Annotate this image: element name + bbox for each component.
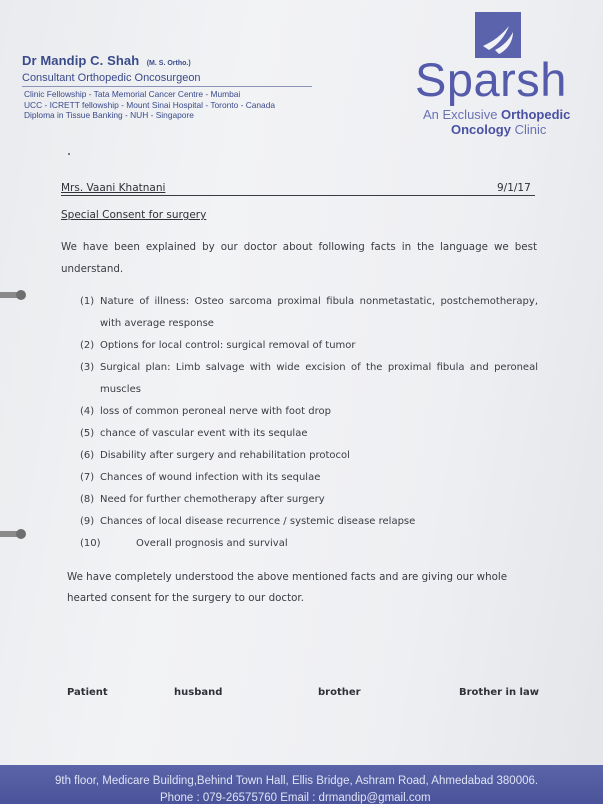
list-item: [80, 445, 538, 467]
list-item: [80, 511, 538, 533]
fellowship-list: [24, 89, 275, 121]
fellowship-line: Diploma in Tissue Banking - NUH - Singapore: [24, 110, 194, 120]
patient-name: Mrs. Vaani Khatnani: [61, 182, 166, 194]
list-item: [80, 401, 538, 423]
list-item: [80, 489, 538, 511]
binder-ring-icon: [0, 288, 28, 302]
letter-date: 9/1/17: [497, 182, 531, 194]
footer-contact: Phone : 079-26575760 Email : drmandip@gmail.com: [160, 792, 431, 804]
list-item: [80, 335, 538, 357]
signature-label-patient: Patient: [67, 687, 108, 698]
list-number: (4): [80, 406, 95, 417]
logo-tagline-1: [423, 107, 570, 122]
list-number: (10): [80, 538, 101, 549]
logo-tagline-prefix: An Exclusive: [423, 107, 502, 122]
intro-paragraph: We have been explained by our doctor about following facts in the language we best understand.: [61, 241, 537, 275]
doctor-header: [22, 52, 201, 84]
signature-label-husband: husband: [174, 687, 223, 698]
list-number: (7): [80, 472, 95, 483]
list-item: [80, 467, 538, 489]
list-text: Chances of wound infection with its sequlae: [100, 472, 321, 483]
sparsh-logo: [415, 12, 590, 142]
signature-label-brother-in-law: Brother in law: [459, 687, 539, 698]
list-text: Chances of local disease recurrence / systemic disease relapse: [100, 516, 416, 527]
list-item: [80, 533, 538, 555]
footer-band: [0, 765, 603, 804]
list-number: (9): [80, 516, 95, 527]
list-number: (6): [80, 450, 95, 461]
logo-tagline-bold: Oncology: [451, 122, 511, 137]
letter-subject: Special Consent for surgery: [61, 209, 207, 221]
list-item: [80, 423, 538, 445]
fellowship-line: Clinic Fellowship - Tata Memorial Cancer Centre - Mumbai: [24, 89, 241, 99]
logo-tagline-2: [451, 122, 546, 137]
doctor-qualification: (M. S. Ortho.): [146, 60, 191, 67]
doctor-title: Consultant Orthopedic Oncosurgeon: [22, 72, 201, 84]
list-text: chance of vascular event with its sequlae: [100, 428, 308, 439]
binder-ring-icon: [0, 527, 28, 541]
logo-tagline-suffix: Clinic: [510, 122, 547, 137]
closing-paragraph: We have completely understood the above mentioned facts and are giving our whole hearted consent for the surgery to our doctor.: [67, 571, 508, 604]
logo-wordmark: Sparsh: [415, 53, 567, 106]
list-number: (8): [80, 494, 95, 505]
list-number: (3): [80, 362, 95, 373]
logo-tagline-bold: Orthopedic: [501, 107, 571, 122]
list-number: (1): [80, 296, 95, 307]
fellowship-line: UCC - ICRETT fellowship - Mount Sinai Hospital - Toronto - Canada: [24, 99, 276, 110]
list-text: Need for further chemotherapy after surgery: [100, 494, 325, 505]
list-text: Disability after surgery and rehabilitation protocol: [100, 450, 350, 461]
list-number: (5): [80, 428, 95, 439]
header-divider: [22, 86, 312, 87]
consent-facts-list: [80, 291, 538, 555]
footer-address: 9th floor, Medicare Building,Behind Town Hall, Ellis Bridge, Ashram Road, Ahmedabad 380006.: [55, 775, 539, 787]
signature-label-brother: brother: [318, 687, 361, 698]
list-item: [80, 291, 538, 335]
heading-underline: [61, 195, 535, 196]
list-text: Surgical plan: Limb salvage with wide excision of the proximal fibula and peroneal muscles: [100, 362, 538, 395]
list-number: (2): [80, 340, 95, 351]
list-text: Overall prognosis and survival: [136, 538, 288, 549]
list-text: loss of common peroneal nerve with foot drop: [100, 406, 331, 417]
list-text: Nature of illness: Osteo sarcoma proximal fibula nonmetastatic, postchemotherapy, with average response: [100, 296, 538, 329]
list-item: [80, 357, 538, 401]
doctor-name: Dr Mandip C. Shah: [22, 53, 140, 68]
ink-dot: [68, 153, 70, 155]
list-text: Options for local control: surgical removal of tumor: [100, 340, 356, 351]
